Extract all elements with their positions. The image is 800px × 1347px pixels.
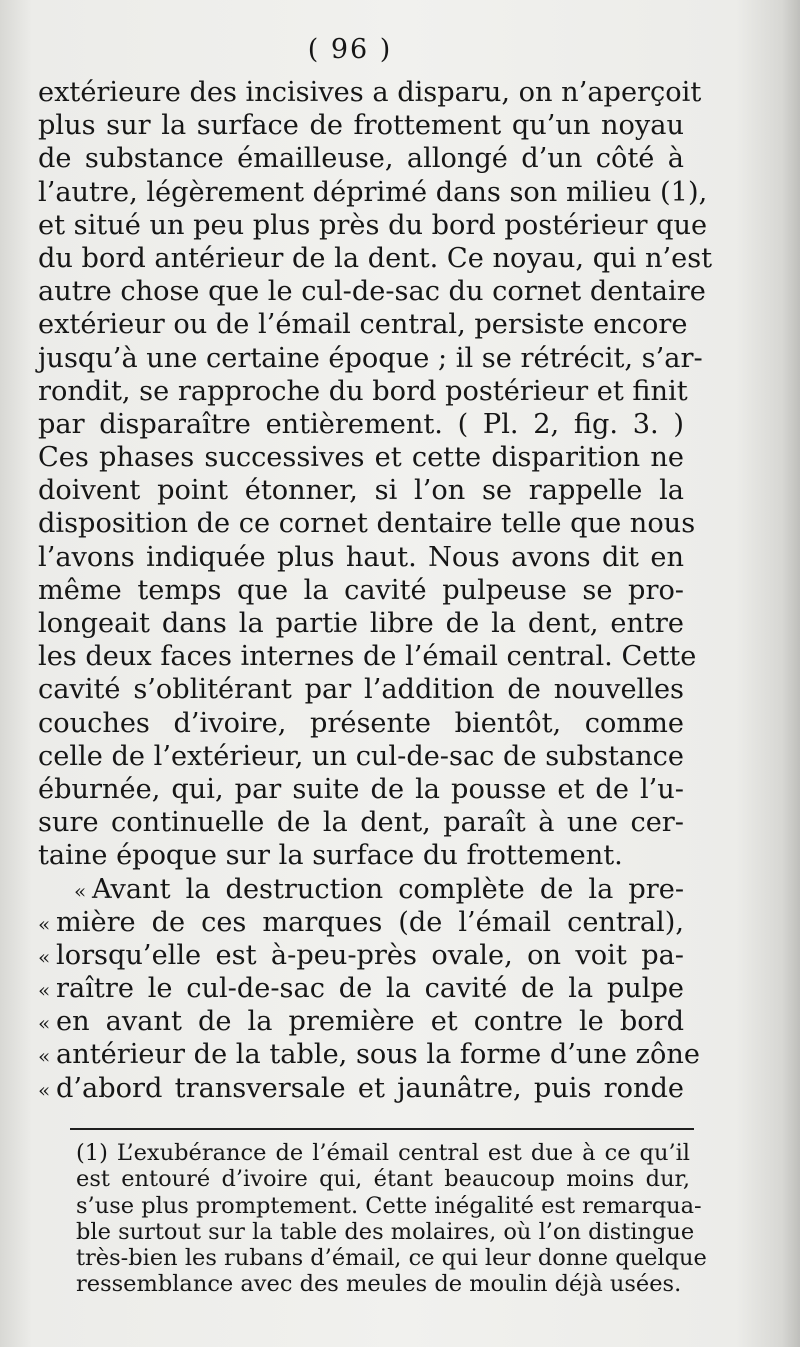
text-line: même temps que la cavité pulpeuse se pro- [38,574,684,606]
quote-mark: « [38,1077,51,1102]
footnote [76,1140,707,1298]
text-line: Ces phases successives et cette disparition ne [38,442,684,474]
page-number: ( 96 ) [307,34,393,65]
footnote-line: (1) L’exubérance de l’émail central est due à ce qu’il [76,1140,690,1166]
text-line: l’autre, légèrement déprimé dans son milieu (1), [38,176,708,208]
text-line: disposition de ce cornet dentaire telle que nous [38,508,696,540]
quote-line [38,873,684,906]
page-edge-shadow [782,0,800,1347]
text-line: doivent point étonner, si l’on se rappelle la [38,475,684,507]
text-line: de substance émailleuse, allongé d’un côté à [38,143,684,175]
quote-text: Avant la destruction complète de la pre- [92,873,684,905]
text-line: par disparaître entièrement. ( Pl. 2, fig. 3. ) [38,408,684,440]
text-line: extérieure des incisives a disparu, on n’aperçoit [38,77,702,108]
footnote-line: ressemblance avec des meules de moulin déjà usées. [76,1271,682,1298]
text-line: l’avons indiquée plus haut. Nous avons dit en [38,541,684,573]
quote-mark: « [38,1044,51,1069]
quote-line [38,939,684,972]
quote-mark: « [38,944,51,969]
footnote-line: s’use plus promptement. Cette inégalité est remarqua- [76,1192,702,1219]
text-line: cavité s’oblitérant par l’addition de nouvelles [38,674,684,706]
quote-mark: « [38,1011,51,1036]
footnote-divider [70,1128,694,1130]
text-line: rondit, se rapproche du bord postérieur et finit [38,375,688,407]
quote-text: d’abord transversale et jaunâtre, puis ronde [56,1072,684,1104]
text-line: et situé un peu plus près du bord postérieur que [38,209,708,241]
text-line: extérieur ou de l’émail central, persiste encore [38,309,688,341]
text-line: longeait dans la partie libre de la dent, entre [38,608,684,639]
quote-text: en avant de la première et contre le bord [56,1006,684,1038]
quote-text: lorsqu’elle est à-peu-près ovale, on voit pa- [56,939,684,971]
footnote-line: très-bien les rubans d’émail, ce qui leur donne quelque [76,1245,707,1272]
text-line: couches d’ivoire, présente bientôt, comme [38,707,684,739]
quote-mark: « [38,911,51,936]
text-line: les deux faces internes de l’émail central. Cette [38,641,697,673]
quote-line [38,1038,700,1071]
text-line: autre chose que le cul-de-sac du cornet dentaire [38,276,706,308]
quote-text: mière de ces marques (de l’émail central), [56,906,684,938]
quote-line [38,1072,684,1105]
text-line: sure continuelle de la dent, paraît à une cer- [38,807,684,839]
text-line: jusqu’à une certaine époque ; il se rétrécit, s’ar- [38,342,703,374]
text-line: taine époque sur la surface du frottement. [38,840,623,872]
text-line: plus sur la surface de frottement qu’un noyau [38,110,684,142]
quote-mark: « [38,978,51,1003]
quote-line [38,972,684,1005]
text-line: celle de l’extérieur, un cul-de-sac de substance [38,740,684,772]
quote-line [38,906,684,939]
footnote-line: ble surtout sur la table des molaires, où l’on distingue [76,1218,695,1245]
main-text [38,76,713,1105]
quote-line [38,1005,684,1038]
text-line: du bord antérieur de la dent. Ce noyau, qui n’est [38,242,713,274]
text-line: éburnée, qui, par suite de la pousse et de l’u- [38,773,684,805]
quote-mark: « [74,878,87,903]
quote-text: antérieur de la table, sous la forme d’une zône [56,1039,700,1071]
footnote-line: est entouré d’ivoire qui, étant beaucoup moins dur, [76,1166,690,1193]
quote-text: raître le cul-de-sac de la cavité de la pulpe [56,973,684,1005]
